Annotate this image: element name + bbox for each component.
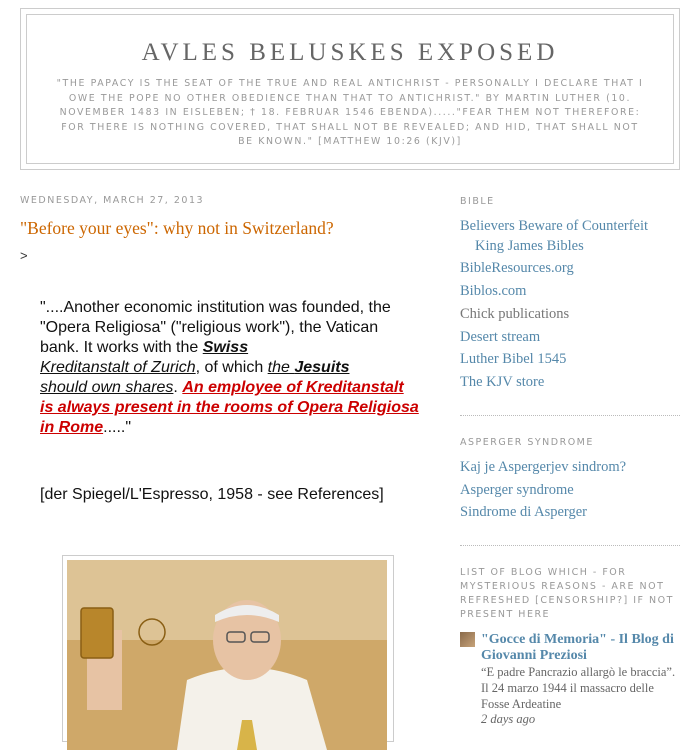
sidebar-link-kjv-store[interactable]: The KJV store bbox=[460, 372, 544, 392]
sidebar-link-chick-publications[interactable]: Chick publications bbox=[460, 304, 569, 324]
sidebar-heading-bible: BIBLE bbox=[460, 195, 495, 209]
quote-red-highlight: An employee of Kreditanstalt is always present in the rooms of Opera Religiosa in Rome bbox=[40, 379, 419, 436]
sidebar-link-desert-stream[interactable]: Desert stream bbox=[460, 327, 540, 347]
sidebar-heading-asperger: ASPERGER SYNDROME bbox=[460, 436, 594, 450]
quote-text-4: ....." bbox=[103, 419, 131, 436]
sidebar-link-luther-bibel[interactable]: Luther Bibel 1545 bbox=[460, 349, 566, 369]
header-outer-frame bbox=[20, 8, 680, 170]
quote-kreditanstalt: Kreditanstalt of Zurich bbox=[40, 359, 196, 376]
header-inner-frame bbox=[26, 14, 674, 164]
photo-illustration bbox=[67, 560, 387, 750]
post-reference: [der Spiegel/L'Espresso, 1958 - see References] bbox=[40, 486, 400, 504]
quote-swiss: Swiss bbox=[203, 339, 248, 356]
post-image-frame bbox=[62, 555, 394, 742]
quote-the: the bbox=[268, 359, 295, 376]
sidebar-divider bbox=[460, 415, 680, 416]
sidebar-heading-blog-list: LIST OF BLOG WHICH - FOR MYSTERIOUS REASONS - ARE NOT REFRESHED [CENSORSHIP?] IF NOT PRESENT HERE bbox=[460, 566, 680, 622]
quote-own-shares: should own shares bbox=[40, 379, 173, 396]
blog-list-item-age: 2 days ago bbox=[481, 712, 535, 727]
sidebar-divider bbox=[460, 545, 680, 546]
sidebar-link-asperger-syndrome[interactable]: Asperger syndrome bbox=[460, 480, 574, 500]
blog-favicon-icon bbox=[460, 632, 475, 647]
gold-bar-icon bbox=[81, 608, 113, 658]
sidebar-link-sindrome-asperger[interactable]: Sindrome di Asperger bbox=[460, 502, 587, 522]
post-date: WEDNESDAY, MARCH 27, 2013 bbox=[20, 195, 204, 206]
sidebar-link-biblos[interactable]: Biblos.com bbox=[460, 281, 526, 301]
quote-text-3: . bbox=[173, 379, 182, 396]
sidebar-link-aspergerjev[interactable]: Kaj je Aspergerjev sindrom? bbox=[460, 457, 626, 477]
sidebar-link-believers-beware[interactable]: Believers Beware of Counterfeit bbox=[460, 216, 648, 236]
sidebar-link-king-james-bibles[interactable]: King James Bibles bbox=[475, 236, 584, 256]
post-quote bbox=[40, 298, 420, 438]
blog-list-item-title[interactable]: "Gocce di Memoria" - Il Blog di Giovanni Preziosi bbox=[481, 632, 681, 664]
post-photo[interactable] bbox=[67, 560, 387, 750]
blog-list-item-snippet[interactable]: “E padre Pancrazio allargò le braccia”. Il 24 marzo 1944 il massacro delle Fosse Ardeatine bbox=[481, 664, 681, 712]
sidebar-link-bibleresources[interactable]: BibleResources.org bbox=[460, 258, 574, 278]
quote-jesuits: Jesuits bbox=[294, 359, 349, 376]
blog-title[interactable]: AVLES BELUSKES EXPOSED bbox=[27, 39, 673, 67]
quote-text-2: , of which bbox=[196, 359, 268, 376]
blog-description: "THE PAPACY IS THE SEAT OF THE TRUE AND REAL ANTICHRIST - PERSONALLY I DECLARE THAT I OWE THE POPE NO OTHER OBEDIENCE THAN THAT TO ANTICHRIST." BY MARTIN LUTHER (10. NOVEMBER 1483 IN EISLEBEN; † 18. FEBRUAR 1546 EBENDA)....."FEAR THEM NOT THEREFORE: FOR THERE IS NOTHING COVERED, THAT SHALL NOT BE REVEALED; AND HID, THAT SHALL NOT BE KNOWN." [MATTHEW 10:26 (KJV)] bbox=[55, 77, 645, 150]
quote-text-1: "....Another economic institution was founded, the "Opera Religiosa" ("religious work"), the Vatican bank. It works with the bbox=[40, 299, 391, 356]
post-title[interactable]: "Before your eyes": why not in Switzerland? bbox=[20, 218, 334, 239]
post-marker: > bbox=[20, 248, 28, 263]
